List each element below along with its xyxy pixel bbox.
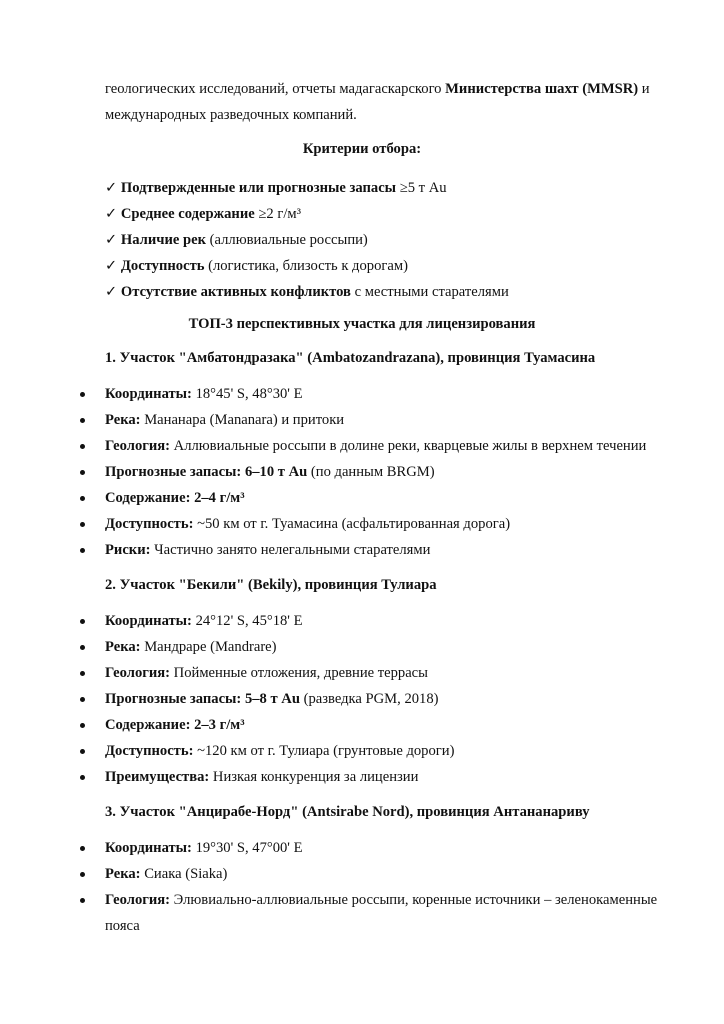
site-item: Геология: Пойменные отложения, древние террасы — [105, 665, 428, 681]
bullet-icon — [80, 749, 85, 754]
bullet-icon — [80, 470, 85, 475]
criteria-item: ✓ Отсутствие активных конфликтов с местными старателями — [105, 284, 509, 300]
site-item: Координаты: 18°45' S, 48°30' E — [105, 386, 303, 402]
intro-line-2: международных разведочных компаний. — [105, 107, 357, 123]
site-item: Прогнозные запасы: 5–8 т Au (разведка PGM, 2018) — [105, 691, 439, 707]
site-title: 3. Участок "Анцирабе-Норд" (Antsirabe Nord), провинция Антананариву — [105, 804, 590, 820]
site-title: 1. Участок "Амбатондразака" (Ambatozandrazana), провинция Туамасина — [105, 350, 596, 366]
criteria-item: ✓ Подтвержденные или прогнозные запасы ≥5 т Au — [105, 180, 447, 196]
bullet-icon — [80, 671, 85, 676]
site-item: Доступность: ~120 км от г. Тулиара (грунтовые дороги) — [105, 743, 455, 759]
site-item: Доступность: ~50 км от г. Туамасина (асфальтированная дорога) — [105, 516, 511, 532]
criteria-item: ✓ Доступность (логистика, близость к дорогам) — [105, 258, 408, 274]
criteria-heading: Критерии отбора: — [302, 141, 422, 157]
top-heading: ТОП-3 перспективных участка для лицензирования — [188, 316, 536, 332]
bullet-icon — [80, 392, 85, 397]
intro-text: геологических исследований, отчеты мадагаскарского — [105, 81, 446, 97]
bullet-icon — [80, 723, 85, 728]
site-item: Координаты: 19°30' S, 47°00' E — [105, 840, 303, 856]
intro-text-end: и — [638, 81, 650, 97]
criteria-item: ✓ Среднее содержание ≥2 г/м³ — [105, 206, 301, 222]
site-item: Река: Мананара (Mananara) и притоки — [105, 412, 345, 428]
bullet-icon — [80, 496, 85, 501]
site-item: Риски: Частично занято нелегальными старателями — [105, 542, 431, 558]
check-icon: ✓ — [105, 284, 118, 300]
site-item: Геология: Аллювиальные россыпи в долине реки, кварцевые жилы в верхнем течении — [105, 438, 647, 454]
bullet-icon — [80, 619, 85, 624]
intro-line-1 — [105, 80, 650, 98]
ministry-name: Министерства шахт (MMSR) — [445, 81, 639, 97]
bullet-icon — [80, 697, 85, 702]
check-icon: ✓ — [105, 180, 118, 196]
bullet-icon — [80, 522, 85, 527]
bullet-icon — [80, 418, 85, 423]
check-icon: ✓ — [105, 232, 118, 248]
bullet-icon — [80, 775, 85, 780]
site-item: Геология: Элювиально-аллювиальные россыпи, коренные источники – зеленокаменные пояса — [105, 892, 658, 934]
check-icon: ✓ — [105, 258, 118, 274]
site-item: Содержание: 2–3 г/м³ — [105, 717, 245, 733]
site-item: Содержание: 2–4 г/м³ — [105, 490, 245, 506]
bullet-icon — [80, 548, 85, 553]
bullet-icon — [80, 645, 85, 650]
criteria-item: ✓ Наличие рек (аллювиальные россыпи) — [105, 232, 368, 248]
site-item: Река: Мандраре (Mandrare) — [105, 639, 277, 655]
site-item: Координаты: 24°12' S, 45°18' E — [105, 613, 303, 629]
site-item: Река: Сиака (Siaka) — [105, 866, 228, 882]
bullet-icon — [80, 872, 85, 877]
bullet-icon — [80, 846, 85, 851]
site-item: Прогнозные запасы: 6–10 т Au (по данным BRGM) — [105, 464, 435, 480]
bullet-icon — [80, 898, 85, 903]
check-icon: ✓ — [105, 206, 118, 222]
bullet-icon — [80, 444, 85, 449]
site-title: 2. Участок "Бекили" (Bekily), провинция Тулиара — [105, 577, 437, 593]
site-item: Преимущества: Низкая конкуренция за лицензии — [105, 769, 419, 785]
